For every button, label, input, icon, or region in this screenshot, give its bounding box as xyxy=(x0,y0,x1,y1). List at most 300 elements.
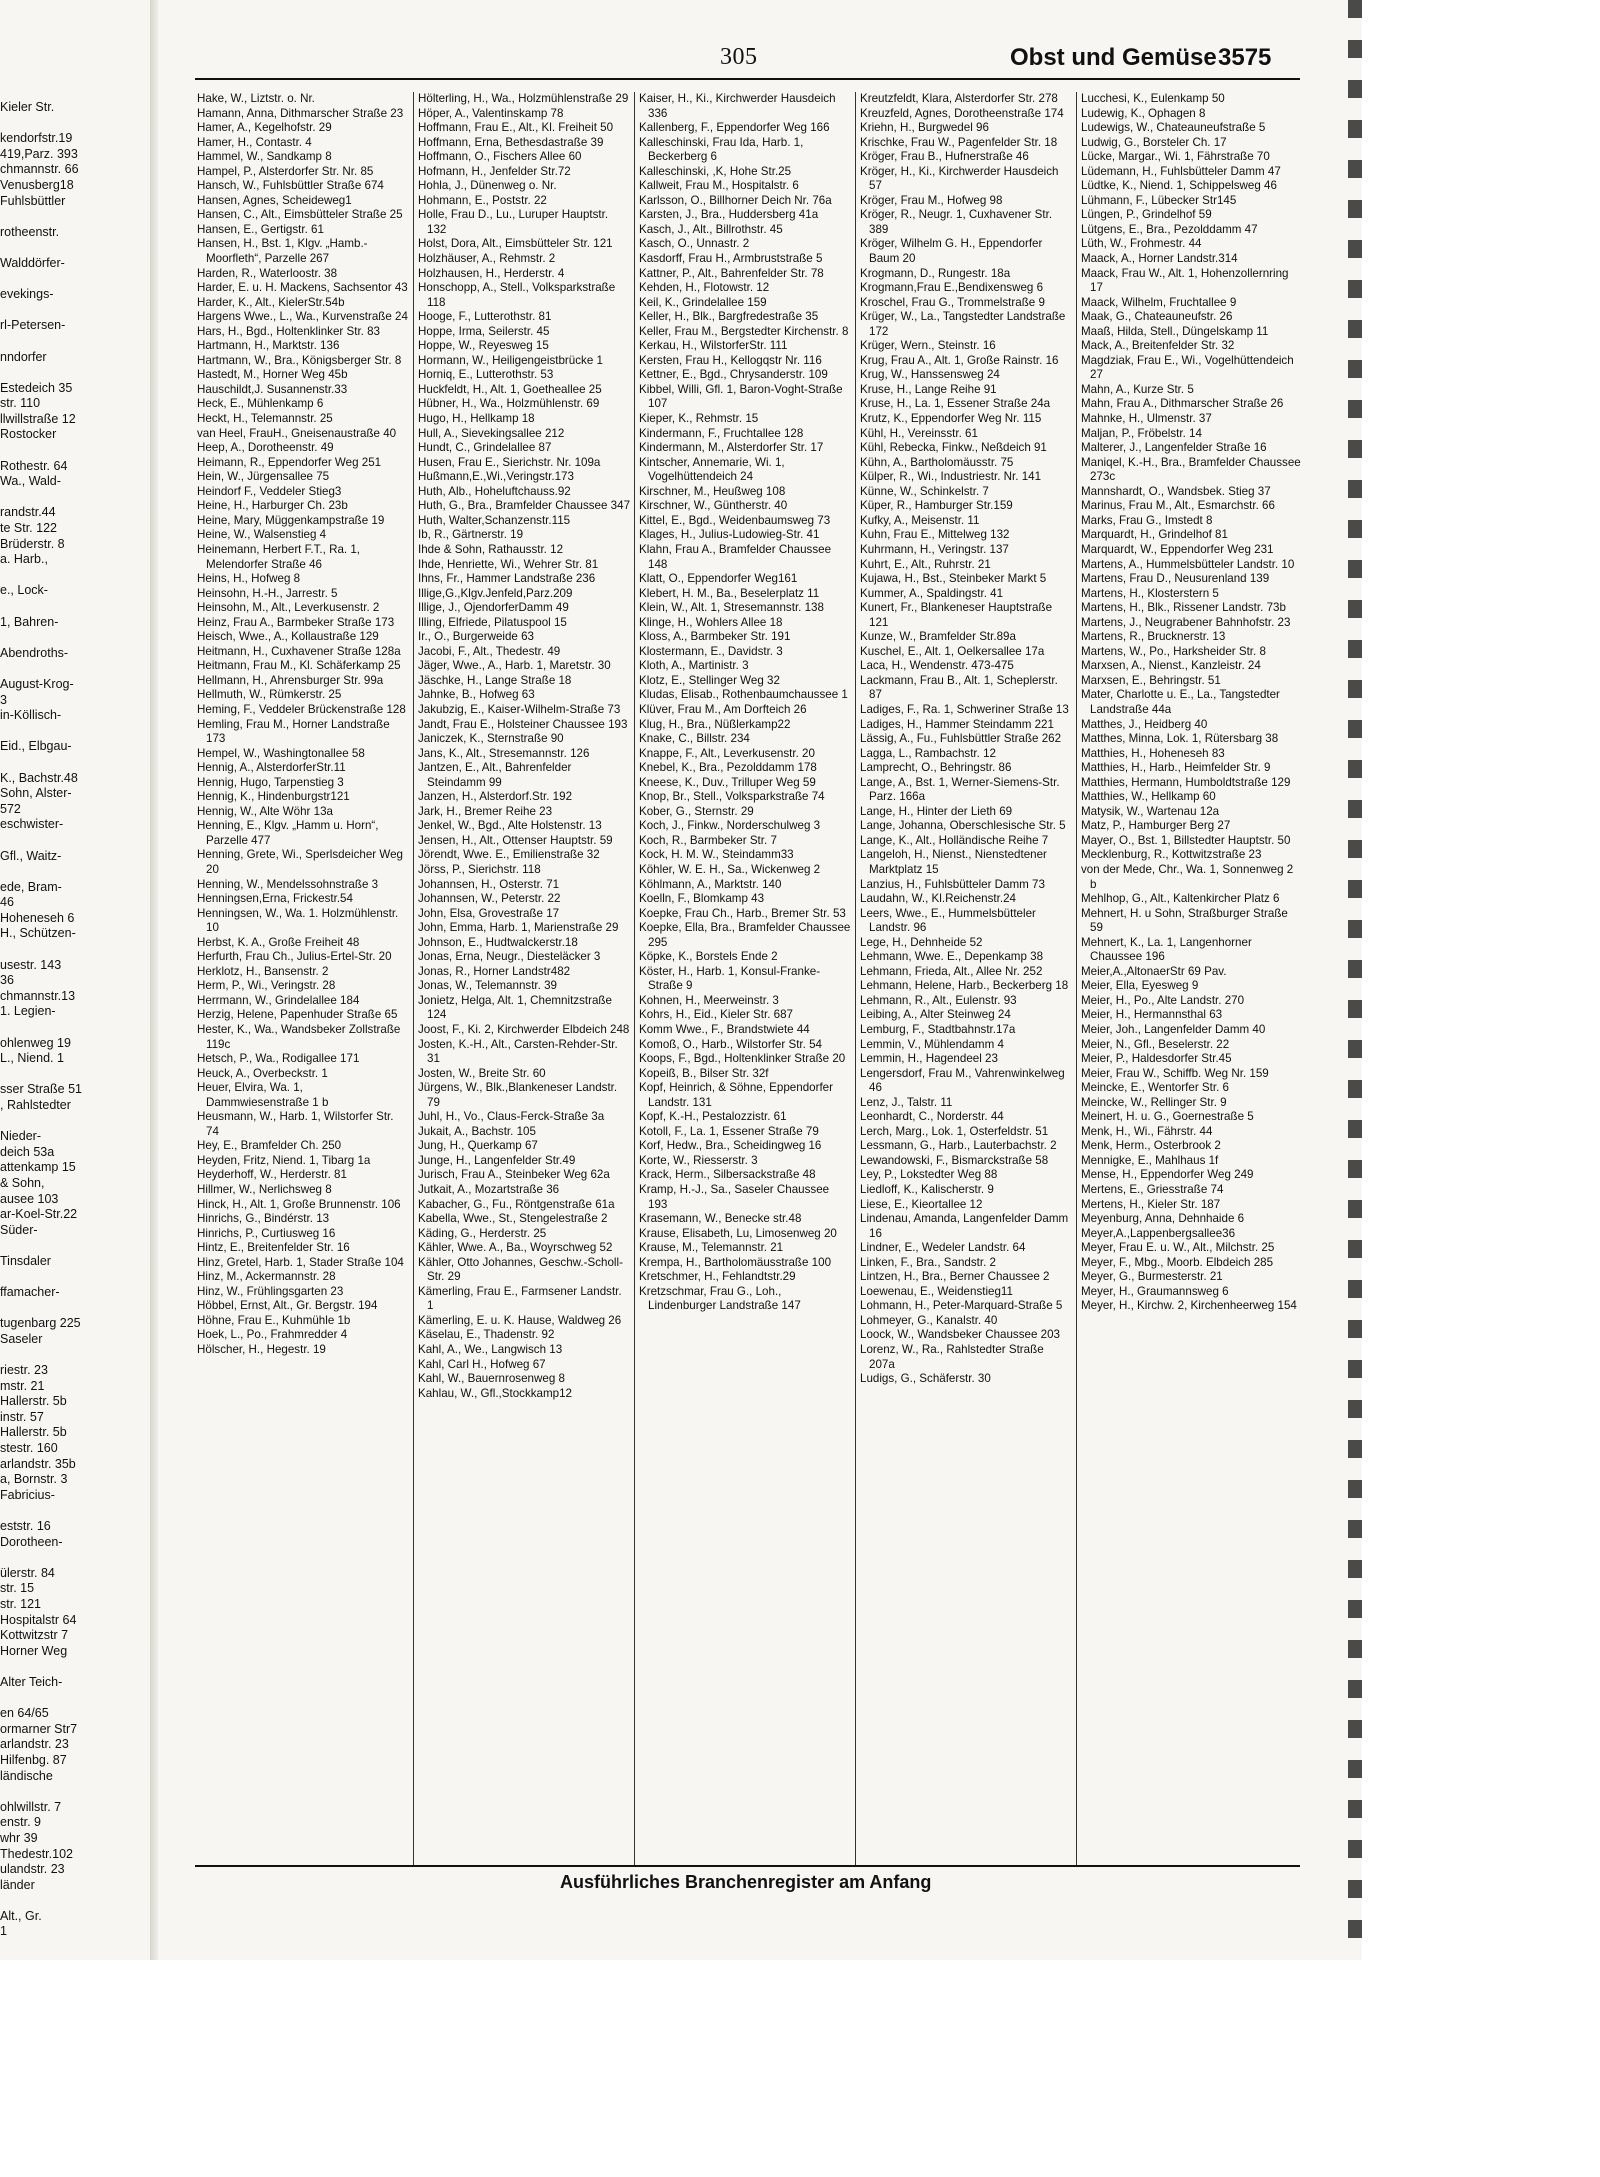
directory-entry: Henning, Grete, Wi., Sperlsdeicher Weg 20 xyxy=(197,848,403,876)
directory-entry: Mehnert, K., La. 1, Langenhorner Chaussee 196 xyxy=(1081,935,1252,964)
directory-entry: Hillmer, W., Nerlichsweg 8 xyxy=(197,1183,332,1197)
directory-entry: Marks, Frau G., Imstedt 8 xyxy=(1081,513,1213,527)
directory-entry: Kämerling, E. u. K. Hause, Waldweg 26 xyxy=(418,1313,622,1327)
column-divider xyxy=(1076,92,1077,1867)
directory-entry: Lohmann, H., Peter-Marquard-Straße 5 xyxy=(860,1299,1063,1313)
directory-entry: Kunze, W., Bramfelder Str.89a xyxy=(860,630,1016,644)
directory-entry: Jäger, Wwe., A., Harb. 1, Maretstr. 30 xyxy=(418,659,611,673)
directory-entry: Mecklenburg, R., Kottwitzstraße 23 xyxy=(1081,848,1262,862)
directory-entry: Juhl, H., Vo., Claus-Ferck-Straße 3a xyxy=(418,1110,605,1124)
fragment-line: August-Krog- xyxy=(0,676,74,691)
fragment-line: Abendroths- xyxy=(0,645,69,660)
fragment-line: Fuhlsbüttler xyxy=(0,193,66,208)
fragment-line: str. 15 xyxy=(0,1581,35,1596)
fragment-line xyxy=(0,833,148,849)
directory-entry: Ludwig, G., Borsteler Ch. 17 xyxy=(1081,135,1227,149)
fragment-line: eschwister- xyxy=(0,817,64,832)
directory-entry: Holle, Frau D., Lu., Luruper Hauptstr. 132 xyxy=(418,208,609,236)
directory-entry: Koepke, Frau Ch., Harb., Bremer Str. 53 xyxy=(639,906,846,920)
fragment-line: str. 110 xyxy=(0,396,41,411)
page-number: 305 xyxy=(720,44,758,70)
directory-entry: Lewandowski, F., Bismarckstraße 58 xyxy=(860,1153,1049,1167)
fragment-line: Hallerstr. 5b xyxy=(0,1425,67,1440)
directory-entry: Lanzius, H., Fuhlsbütteler Damm 73 xyxy=(860,877,1045,891)
directory-entry: Joost, F., Ki. 2, Kirchwerder Elbdeich 248 xyxy=(418,1023,630,1036)
directory-entry: Laudahn, W., Kl.Reichenstr.24 xyxy=(860,892,1016,906)
directory-entry: Hugo, H., Hellkamp 18 xyxy=(418,412,535,426)
directory-entry: Kähler, Otto Johannes, Geschw.-Scholl-Str. 29 xyxy=(418,1255,623,1284)
directory-entry: Hoek, L., Po., Frahmredder 4 xyxy=(197,1328,348,1342)
directory-entry: Lütgens, E., Bra., Pezolddamm 47 xyxy=(1081,222,1258,236)
directory-entry: Kehden, H., Flotowstr. 12 xyxy=(639,281,770,295)
directory-entry: Meier, H., Hermannsthal 63 xyxy=(1081,1008,1223,1022)
directory-entry: Hansch, W., Fuhlsbüttler Straße 674 xyxy=(197,179,384,193)
fragment-line xyxy=(0,1550,148,1566)
directory-entry: Kabella, Wwe., St., Stengelestraße 2 xyxy=(418,1212,608,1226)
directory-entry: Heinsohn, M., Alt., Leverkusenstr. 2 xyxy=(197,601,380,615)
fragment-line: stestr. 160 xyxy=(0,1441,58,1456)
directory-entry: Langeloh, H., Nienst., Nienstedtener Marktplatz 15 xyxy=(860,848,1047,876)
directory-entry: Holzhausen, H., Herderstr. 4 xyxy=(418,266,565,280)
directory-entry: Mahnke, H., Ulmenstr. 37 xyxy=(1081,412,1212,426)
fragment-line: ar-Koel-Str.22 xyxy=(0,1207,78,1222)
directory-entry: Lühmann, F., Lübecker Str145 xyxy=(1081,193,1237,207)
directory-entry: Hennig, K., Hindenburgstr121 xyxy=(197,790,350,804)
directory-entry: Hars, H., Bgd., Holtenklinker Str. 83 xyxy=(197,324,380,338)
directory-entry: Menk, H., Wi., Fährstr. 44 xyxy=(1081,1124,1213,1138)
directory-entry: Komoß, O., Harb., Wilstorfer Str. 54 xyxy=(639,1037,822,1051)
directory-entry: Huth, Walter,Schanzenstr.115 xyxy=(418,513,571,527)
directory-entry: Lucchesi, K., Eulenkamp 50 xyxy=(1081,92,1225,105)
directory-entry: Kuschel, E., Alt. 1, Oelkersallee 17a xyxy=(860,644,1045,658)
directory-entry: Kludas, Elisab., Rothenbaumchaussee 1 xyxy=(639,688,848,702)
fragment-line xyxy=(0,1691,148,1707)
directory-entry: Matz, P., Hamburger Berg 27 xyxy=(1081,819,1231,833)
directory-entry: Mehlhop, G., Alt., Kaltenkircher Platz 6 xyxy=(1081,892,1280,906)
directory-entry: John, Emma, Harb. 1, Marienstraße 29 xyxy=(418,921,619,935)
directory-entry: Kettner, E., Bgd., Chrysanderstr. 109 xyxy=(639,368,828,382)
directory-entry: Martens, J., Neugrabener Bahnhofstr. 23 xyxy=(1081,615,1291,629)
directory-entry: Herm, P., Wi., Veringstr. 28 xyxy=(197,979,336,993)
directory-entry: Johannsen, H., Osterstr. 71 xyxy=(418,877,560,891)
directory-entry: Liese, E., Kieortallee 12 xyxy=(860,1197,983,1211)
directory-entry: Josten, W., Breite Str. 60 xyxy=(418,1066,546,1080)
directory-entry: Jans, K., Alt., Stresemannstr. 126 xyxy=(418,746,590,760)
directory-entry: Josten, K.-H., Alt., Carsten-Rehder-Str. 31 xyxy=(418,1037,618,1066)
directory-entry: Kasch, J., Alt., Billrothstr. 45 xyxy=(639,222,783,236)
fragment-line xyxy=(0,599,148,615)
directory-entry: Komm Wwe., F., Brandstwiete 44 xyxy=(639,1023,810,1036)
directory-entry: Lücke, Margar., Wi. 1, Fährstraße 70 xyxy=(1081,150,1270,164)
fragment-line: Venusberg18 xyxy=(0,177,74,192)
directory-entry: Kibbel, Willi, Gfl. 1, Baron-Voght-Straße 107 xyxy=(639,382,843,411)
directory-entry: Johannsen, W., Peterstr. 22 xyxy=(418,892,561,906)
fragment-line: e., Lock- xyxy=(0,583,48,598)
directory-entry: Martens, H., Blk., Rissener Landstr. 73b xyxy=(1081,601,1286,615)
fragment-line: a, Bornstr. 3 xyxy=(0,1472,68,1487)
directory-entry: Mehnert, H. u Sohn, Straßburger Straße 59 xyxy=(1081,906,1288,935)
fragment-line: kendorfstr.19 xyxy=(0,131,73,146)
directory-entry: Illige, J., OjendorferDamm 49 xyxy=(418,601,569,615)
directory-entry: Meyer,A.,Lappenbergsallee36 xyxy=(1081,1226,1236,1240)
directory-entry: Hintz, E., Breitenfelder Str. 16 xyxy=(197,1241,350,1255)
fragment-line: riestr. 23 xyxy=(0,1363,48,1378)
fragment-line: rl-Petersen- xyxy=(0,318,66,333)
directory-entry: Meincke, W., Rellinger Str. 9 xyxy=(1081,1095,1227,1109)
fragment-line: länder xyxy=(0,1877,35,1892)
directory-entry: Kopeiß, B., Bilser Str. 32f xyxy=(639,1066,769,1080)
directory-entry: Lemmin, V., Mühlendamm 4 xyxy=(860,1037,1004,1051)
fragment-line xyxy=(0,1067,148,1083)
directory-entry: Koops, F., Bgd., Holtenklinker Straße 20 xyxy=(639,1052,846,1066)
fragment-line: 1. Legien- xyxy=(0,1004,56,1019)
directory-entry: Honschopp, A., Stell., Volksparkstraße 118 xyxy=(418,281,616,309)
directory-entry: Lehmann, Helene, Harb., Beckerberg 18 xyxy=(860,979,1069,993)
fragment-line: Kottwitzstr 7 xyxy=(0,1628,69,1643)
directory-entry: Lehmann, Frieda, Alt., Allee Nr. 252 xyxy=(860,964,1043,978)
directory-entry: Käding, G., Herderstr. 25 xyxy=(418,1226,547,1240)
directory-entry: Maaß, Hilda, Stell., Düngelskamp 11 xyxy=(1081,324,1269,338)
directory-entry: Maak, G., Chateauneufstr. 26 xyxy=(1081,310,1233,324)
directory-entry: Kühn, A., Bartholomäusstr. 75 xyxy=(860,455,1014,469)
directory-entry: Kasch, O., Unnastr. 2 xyxy=(639,237,750,251)
directory-entry: Mannshardt, O., Wandsbek. Stieg 37 xyxy=(1081,484,1271,498)
directory-entry: Heckt, H., Telemannstr. 25 xyxy=(197,412,333,426)
directory-entry: Kock, H. M. W., Steindamm33 xyxy=(639,848,794,862)
directory-entry: Johnson, E., Hudtwalckerstr.18 xyxy=(418,935,578,949)
fragment-line xyxy=(0,1020,148,1036)
directory-entry: Ir., O., Burgerweide 63 xyxy=(418,630,534,644)
directory-entry: Mahn, A., Kurze Str. 5 xyxy=(1081,382,1194,396)
directory-entry: Matthes, Minna, Lok. 1, Rütersbarg 38 xyxy=(1081,732,1279,746)
directory-entry: Matthies, H., Hoheneseh 83 xyxy=(1081,746,1225,760)
directory-entry: Kröger, Frau B., Hufnerstraße 46 xyxy=(860,150,1029,164)
directory-entry: Heinemann, Herbert F.T., Ra. 1, Melendorfer Straße 46 xyxy=(197,542,361,571)
fragment-line xyxy=(0,365,148,381)
directory-entry: Lackmann, Frau B., Alt. 1, Scheplerstr. 87 xyxy=(860,673,1058,702)
fragment-line xyxy=(0,334,148,350)
fragment-line xyxy=(0,1348,148,1364)
directory-entry: Höbbel, Ernst, Alt., Gr. Bergstr. 194 xyxy=(197,1299,378,1313)
fragment-line: Rothestr. 64 xyxy=(0,458,68,473)
directory-entry: Krüger, Wern., Steinstr. 16 xyxy=(860,339,996,353)
directory-entry: Kloth, A., Martinistr. 3 xyxy=(639,659,749,673)
directory-entry: Lohmeyer, G., Kanalstr. 40 xyxy=(860,1313,998,1327)
directory-entry: Lessmann, G., Harb., Lauterbachstr. 2 xyxy=(860,1139,1057,1153)
directory-entry: Kotoll, F., La. 1, Essener Straße 79 xyxy=(639,1124,819,1138)
directory-entry: Köhlmann, A., Marktstr. 140 xyxy=(639,877,782,891)
fragment-line xyxy=(0,272,148,288)
directory-entry: Herbst, K. A., Große Freiheit 48 xyxy=(197,935,360,949)
directory-entry: Keil, K., Grindelallee 159 xyxy=(639,295,767,309)
directory-entry: Heinsohn, H.-H., Jarrestr. 5 xyxy=(197,586,338,600)
directory-entry: Kaiser, H., Ki., Kirchwerder Hausdeich 336 xyxy=(639,92,836,120)
directory-entry: Kämerling, Frau E., Farmsener Landstr. 1 xyxy=(418,1284,622,1313)
fragment-line: Estedeich 35 xyxy=(0,380,73,395)
directory-entry: Ihde & Sohn, Rathausstr. 12 xyxy=(418,542,564,556)
directory-entry: Kattner, P., Alt., Bahrenfelder Str. 78 xyxy=(639,266,824,280)
fragment-line: ländische xyxy=(0,1768,53,1783)
header-rule xyxy=(195,78,1300,80)
directory-entry: Klahn, Frau A., Bramfelder Chaussee 148 xyxy=(639,542,832,571)
directory-column-2 xyxy=(418,92,630,1867)
directory-entry: Kahl, W., Bauernrosenweg 8 xyxy=(418,1372,565,1386)
directory-entry: Ladiges, F., Ra. 1, Schweriner Straße 13 xyxy=(860,702,1069,716)
fragment-line: randstr.44 xyxy=(0,505,56,520)
fragment-line: 3 xyxy=(0,692,7,707)
directory-entry: Junge, H., Langenfelder Str.49 xyxy=(418,1153,576,1167)
directory-entry: Kretzschmar, Frau G., Loh., Lindenburger Landstraße 147 xyxy=(639,1284,801,1313)
directory-entry: Krempa, H., Bartholomäusstraße 100 xyxy=(639,1255,832,1269)
directory-entry: Huth, Alb., Hoheluftchauss.92 xyxy=(418,484,571,498)
directory-entry: Linken, F., Bra., Sandstr. 2 xyxy=(860,1255,996,1269)
fragment-line: mstr. 21 xyxy=(0,1378,45,1393)
fragment-line: attenkamp 15 xyxy=(0,1160,76,1175)
directory-entry: Kröger, R., Neugr. 1, Cuxhavener Str. 389 xyxy=(860,208,1053,236)
directory-entry: Heindorf F., Veddeler Stieg3 xyxy=(197,484,342,498)
directory-entry: Keller, H., Blk., Bargfredestraße 35 xyxy=(639,310,819,324)
directory-entry: Krogmann,Frau E.,Bendixensweg 6 xyxy=(860,281,1044,295)
directory-entry: Hinz, M., Ackermannstr. 28 xyxy=(197,1270,336,1284)
directory-entry: Korf, Hedw., Bra., Scheidingweg 16 xyxy=(639,1139,822,1153)
fragment-line: H., Schützen- xyxy=(0,926,76,941)
directory-entry: Klages, H., Julius-Ludowieg-Str. 41 xyxy=(639,528,820,542)
directory-entry: Kober, G., Sternstr. 29 xyxy=(639,804,754,818)
directory-entry: Jörendt, Wwe. E., Emilienstraße 32 xyxy=(418,848,600,862)
directory-entry: Kretschmer, H., Fehlandtstr.29 xyxy=(639,1270,796,1284)
directory-entry: Kuhn, Frau E., Mittelweg 132 xyxy=(860,528,1010,542)
fragment-line: usestr. 143 xyxy=(0,957,62,972)
directory-entry: Meyer, G., Burmesterstr. 21 xyxy=(1081,1270,1223,1284)
directory-entry: Lüth, W., Frohmestr. 44 xyxy=(1081,237,1202,251)
directory-column-5 xyxy=(1081,92,1301,1867)
fragment-line: evekings- xyxy=(0,287,54,302)
directory-entry: Lehmann, R., Alt., Eulenstr. 93 xyxy=(860,993,1017,1007)
directory-entry: Jark, H., Bremer Reihe 23 xyxy=(418,804,553,818)
directory-entry: Ladiges, H., Hammer Steindamm 221 xyxy=(860,717,1054,731)
directory-entry: Matthes, J., Heidberg 40 xyxy=(1081,717,1208,731)
directory-entry: Kreutzfeldt, Klara, Alsterdorfer Str. 278 xyxy=(860,92,1058,105)
fragment-line: str. 121 xyxy=(0,1597,41,1611)
directory-entry: Hull, A., Sievekingsallee 212 xyxy=(418,426,565,440)
directory-entry: Hansen, C., Alt., Eimsbütteler Straße 25 xyxy=(197,208,403,222)
directory-column-4 xyxy=(860,92,1072,1867)
column-divider xyxy=(413,92,414,1867)
fragment-line: 419,Parz. 393 xyxy=(0,146,78,161)
directory-entry: Jung, H., Querkamp 67 xyxy=(418,1139,538,1153)
directory-entry: Küper, R., Hamburger Str.159 xyxy=(860,499,1013,513)
directory-entry: Hölterling, H., Wa., Holzmühlenstraße 29 xyxy=(418,92,629,105)
fragment-line: & Sohn, xyxy=(0,1175,45,1190)
directory-entry: Heine, H., Harburger Ch. 23b xyxy=(197,499,348,513)
directory-entry: Lamprecht, O., Behringstr. 86 xyxy=(860,761,1012,775)
fragment-line: Hoheneseh 6 xyxy=(0,910,75,925)
directory-entry: Herklotz, H., Bansenstr. 2 xyxy=(197,964,329,978)
fragment-line: ülerstr. 84 xyxy=(0,1565,55,1580)
directory-entry: Kunert, Fr., Blankeneser Hauptstraße 121 xyxy=(860,601,1053,629)
directory-entry: Marxsen, E., Behringstr. 51 xyxy=(1081,673,1221,687)
directory-entry: Kahl, A., We., Langwisch 13 xyxy=(418,1343,563,1357)
directory-entry: Mertens, H., Kieler Str. 187 xyxy=(1081,1197,1221,1211)
column-divider xyxy=(634,92,635,1867)
directory-entry: Koepke, Ella, Bra., Bramfelder Chaussee 295 xyxy=(639,921,851,949)
directory-entry: Kruse, H., Lange Reihe 91 xyxy=(860,382,997,396)
directory-entry: Jahnke, B., Hofweg 63 xyxy=(418,688,535,702)
directory-entry: Jonas, R., Horner Landstr482 xyxy=(418,964,571,978)
directory-entry: Kallenberg, F., Eppendorfer Weg 166 xyxy=(639,121,830,135)
directory-entry: Herzig, Helene, Papenhuder Straße 65 xyxy=(197,1008,398,1022)
fragment-line: ede, Bram- xyxy=(0,879,62,894)
fragment-line: rotheenstr. xyxy=(0,224,60,239)
fragment-line xyxy=(0,1503,148,1519)
directory-entry: Hellmuth, W., Rümkerstr. 25 xyxy=(197,688,342,702)
directory-entry: Heuck, A., Overbeckstr. 1 xyxy=(197,1066,328,1080)
directory-entry: Ludewigs, W., Chateauneufstraße 5 xyxy=(1081,121,1266,135)
directory-entry: Koch, J., Finkw., Norderschulweg 3 xyxy=(639,819,821,833)
directory-entry: Hamer, H., Contastr. 4 xyxy=(197,135,312,149)
directory-entry: Jantzen, E., Alt., Bahrenfelder Steindamm 99 xyxy=(418,761,572,789)
fragment-line xyxy=(0,755,148,771)
directory-entry: Kröger, Wilhelm G. H., Eppendorfer Baum 20 xyxy=(860,237,1043,266)
directory-entry: Hinrichs, G., Bindérstr. 13 xyxy=(197,1212,330,1226)
directory-entry: Harder, K., Alt., KielerStr.54b xyxy=(197,295,345,309)
fragment-line: Alter Teich- xyxy=(0,1674,63,1689)
directory-entry: Henningsen, W., Wa. 1. Holzmühlenstr. 10 xyxy=(197,906,399,935)
directory-entry: Hastedt, M., Horner Weg 45b xyxy=(197,368,348,382)
directory-entry: Krug, W., Hanssensweg 24 xyxy=(860,368,1000,382)
directory-entry: Heinz, Frau A., Barmbeker Straße 173 xyxy=(197,615,395,629)
directory-entry: Herfurth, Frau Ch., Julius-Ertel-Str. 20 xyxy=(197,950,392,964)
fragment-line: Gfl., Waitz- xyxy=(0,848,62,863)
fragment-line xyxy=(0,942,148,958)
directory-column-1 xyxy=(197,92,409,1867)
fragment-line: ohlenweg 19 xyxy=(0,1035,71,1050)
directory-entry: Karlsson, O., Billhorner Deich Nr. 76a xyxy=(639,193,832,207)
directory-entry: Leonhardt, C., Norderstr. 44 xyxy=(860,1110,1004,1124)
directory-entry: Lange, Johanna, Oberschlesische Str. 5 xyxy=(860,819,1066,833)
fragment-line: Thedestr.102 xyxy=(0,1846,73,1861)
directory-entry: Herrmann, W., Grindelallee 184 xyxy=(197,993,360,1007)
directory-entry: Ludigs, G., Schäferstr. 30 xyxy=(860,1372,991,1386)
directory-entry: Höhne, Frau E., Kuhmühle 1b xyxy=(197,1313,351,1327)
directory-entry: Köpke, K., Borstels Ende 2 xyxy=(639,950,778,964)
directory-entry: Hansen, E., Gertigstr. 61 xyxy=(197,222,324,236)
directory-entry: Meier, Frau W., Schiffb. Weg Nr. 159 xyxy=(1081,1066,1269,1080)
directory-entry: Horniq, E., Lutterothstr. 53 xyxy=(418,368,554,382)
directory-entry: Magdziak, Frau E., Wi., Vogelhüttendeich 27 xyxy=(1081,353,1294,382)
directory-entry: Hennig, Hugo, Tarpenstieg 3 xyxy=(197,775,344,789)
directory-entry: Höper, A., Valentinskamp 78 xyxy=(418,106,564,120)
directory-entry: Maack, Wilhelm, Fruchtallee 9 xyxy=(1081,295,1237,309)
directory-entry: Heitmann, Frau M., Kl. Schäferkamp 25 xyxy=(197,659,401,673)
directory-entry: Jakubzig, E., Kaiser-Wilhelm-Straße 73 xyxy=(418,702,621,716)
directory-entry: Mertens, E., Griesstraße 74 xyxy=(1081,1183,1224,1197)
fragment-line: nndorfer xyxy=(0,349,47,364)
fragment-line: instr. 57 xyxy=(0,1409,44,1424)
directory-entry: Kindermann, F., Fruchtallee 128 xyxy=(639,426,804,440)
directory-entry: Lüdemann, H., Fuhlsbütteler Damm 47 xyxy=(1081,164,1281,178)
directory-entry: Hohmann, E., Poststr. 22 xyxy=(418,193,547,207)
page-gutter xyxy=(150,0,158,1960)
directory-entry: Lorenz, W., Ra., Rahlstedter Straße 207a xyxy=(860,1343,1044,1371)
fragment-line: ohlwillstr. 7 xyxy=(0,1799,62,1814)
directory-entry: Mater, Charlotte u. E., La., Tangstedter Landstraße 44a xyxy=(1081,688,1280,716)
directory-entry: Jenkel, W., Bgd., Alte Holstenstr. 13 xyxy=(418,819,602,833)
fragment-line: 572 xyxy=(0,801,21,816)
directory-entry: Harder, E. u. H. Mackens, Sachsentor 43 xyxy=(197,281,408,295)
directory-entry: Ihde, Henriette, Wi., Wehrer Str. 81 xyxy=(418,557,599,571)
directory-entry: Meyer, H., Graumannsweg 6 xyxy=(1081,1284,1229,1298)
directory-entry: Leibing, A., Alter Steinweg 24 xyxy=(860,1008,1011,1022)
directory-entry: Krause, Elisabeth, Lu, Limosenweg 20 xyxy=(639,1226,837,1240)
directory-entry: Malterer, J., Langenfelder Straße 16 xyxy=(1081,441,1267,455)
fragment-line xyxy=(0,303,148,319)
directory-entry: Hundt, C., Grindelallee 87 xyxy=(418,441,552,455)
directory-entry: Matthies, W., Hellkamp 60 xyxy=(1081,790,1216,804)
directory-entry: Heine, Mary, Müggenkampstraße 19 xyxy=(197,513,385,527)
footer-rule xyxy=(195,1865,1300,1867)
directory-entry: Martens, A., Hummelsbütteler Landstr. 10 xyxy=(1081,557,1295,571)
fragment-line: Horner Weg xyxy=(0,1643,68,1658)
fragment-line xyxy=(0,1270,148,1286)
directory-entry: Lange, K., Alt., Holländische Reihe 7 xyxy=(860,833,1049,847)
fragment-line: , Rahlstedter xyxy=(0,1098,71,1112)
directory-entry: Hoffmann, Erna, Bethesdastraße 39 xyxy=(418,135,604,149)
directory-entry: Knappe, F., Alt., Leverkusenstr. 20 xyxy=(639,746,815,760)
directory-entry: Knake, C., Billstr. 234 xyxy=(639,732,750,746)
directory-entry: Heins, H., Hofweg 8 xyxy=(197,572,301,586)
directory-entry: Jandt, Frau E., Holsteiner Chaussee 193 xyxy=(418,717,628,731)
fragment-line: arlandstr. 23 xyxy=(0,1737,69,1752)
directory-entry: Kramp, H.-J., Sa., Saseler Chaussee 193 xyxy=(639,1183,830,1211)
directory-entry: Hammel, W., Sandkamp 8 xyxy=(197,150,332,164)
fragment-line: enstr. 9 xyxy=(0,1815,41,1830)
directory-entry: Hetsch, P., Wa., Rodigallee 171 xyxy=(197,1052,360,1066)
directory-entry: Hein, W., Jürgensallee 75 xyxy=(197,470,330,484)
directory-entry: Huckfeldt, H., Alt. 1, Goetheallee 25 xyxy=(418,382,602,396)
directory-entry: Marquardt, W., Eppendorfer Weg 231 xyxy=(1081,542,1274,556)
directory-entry: Loock, W., Wandsbeker Chaussee 203 xyxy=(860,1328,1060,1342)
fragment-line xyxy=(0,490,148,506)
fragment-line xyxy=(0,1114,148,1130)
directory-entry: Kruse, H., La. 1, Essener Straße 24a xyxy=(860,397,1051,411)
directory-entry: Karsten, J., Bra., Huddersberg 41a xyxy=(639,208,819,222)
directory-entry: Liedloff, K., Kalischerstr. 9 xyxy=(860,1183,994,1197)
directory-entry: Kummer, A., Spaldingstr. 41 xyxy=(860,586,1004,600)
directory-entry: Kuhrt, E., Alt., Ruhrstr. 21 xyxy=(860,557,991,571)
directory-entry: Kroschel, Frau G., Trommelstraße 9 xyxy=(860,295,1045,309)
directory-entry: Koelln, F., Blomkamp 43 xyxy=(639,892,765,906)
directory-entry: Klein, W., Alt. 1, Stresemannstr. 138 xyxy=(639,601,824,615)
directory-entry: Janzen, H., Alsterdorf.Str. 192 xyxy=(418,790,573,804)
directory-entry: Kriehn, H., Burgwedel 96 xyxy=(860,121,989,135)
directory-entry: Harden, R., Waterloostr. 38 xyxy=(197,266,338,280)
directory-entry: Meyer, Frau E. u. W., Alt., Milchstr. 25 xyxy=(1081,1241,1275,1255)
directory-entry: Käselau, E., Thadenstr. 92 xyxy=(418,1328,555,1342)
fragment-line: 46 xyxy=(0,895,14,910)
fragment-line: Alt., Gr. xyxy=(0,1908,42,1923)
fragment-line: ausee 103 xyxy=(0,1191,59,1206)
directory-entry: Kohrs, H., Eid., Kieler Str. 687 xyxy=(639,1008,794,1022)
directory-entry: Marquardt, H., Grindelhof 81 xyxy=(1081,528,1228,542)
fragment-line: tugenbarg 225 xyxy=(0,1316,81,1331)
fragment-line: 1 xyxy=(0,1924,7,1939)
directory-entry: Meier, N., Gfl., Beselerstr. 22 xyxy=(1081,1037,1230,1051)
directory-entry: Kahl, Carl H., Hofweg 67 xyxy=(418,1357,546,1371)
directory-entry: Hinz, W., Frühlingsgarten 23 xyxy=(197,1284,344,1298)
directory-entry: Krack, Herm., Silbersackstraße 48 xyxy=(639,1168,816,1182)
directory-entry: Klug, H., Bra., Nüßlerkamp22 xyxy=(639,717,791,731)
